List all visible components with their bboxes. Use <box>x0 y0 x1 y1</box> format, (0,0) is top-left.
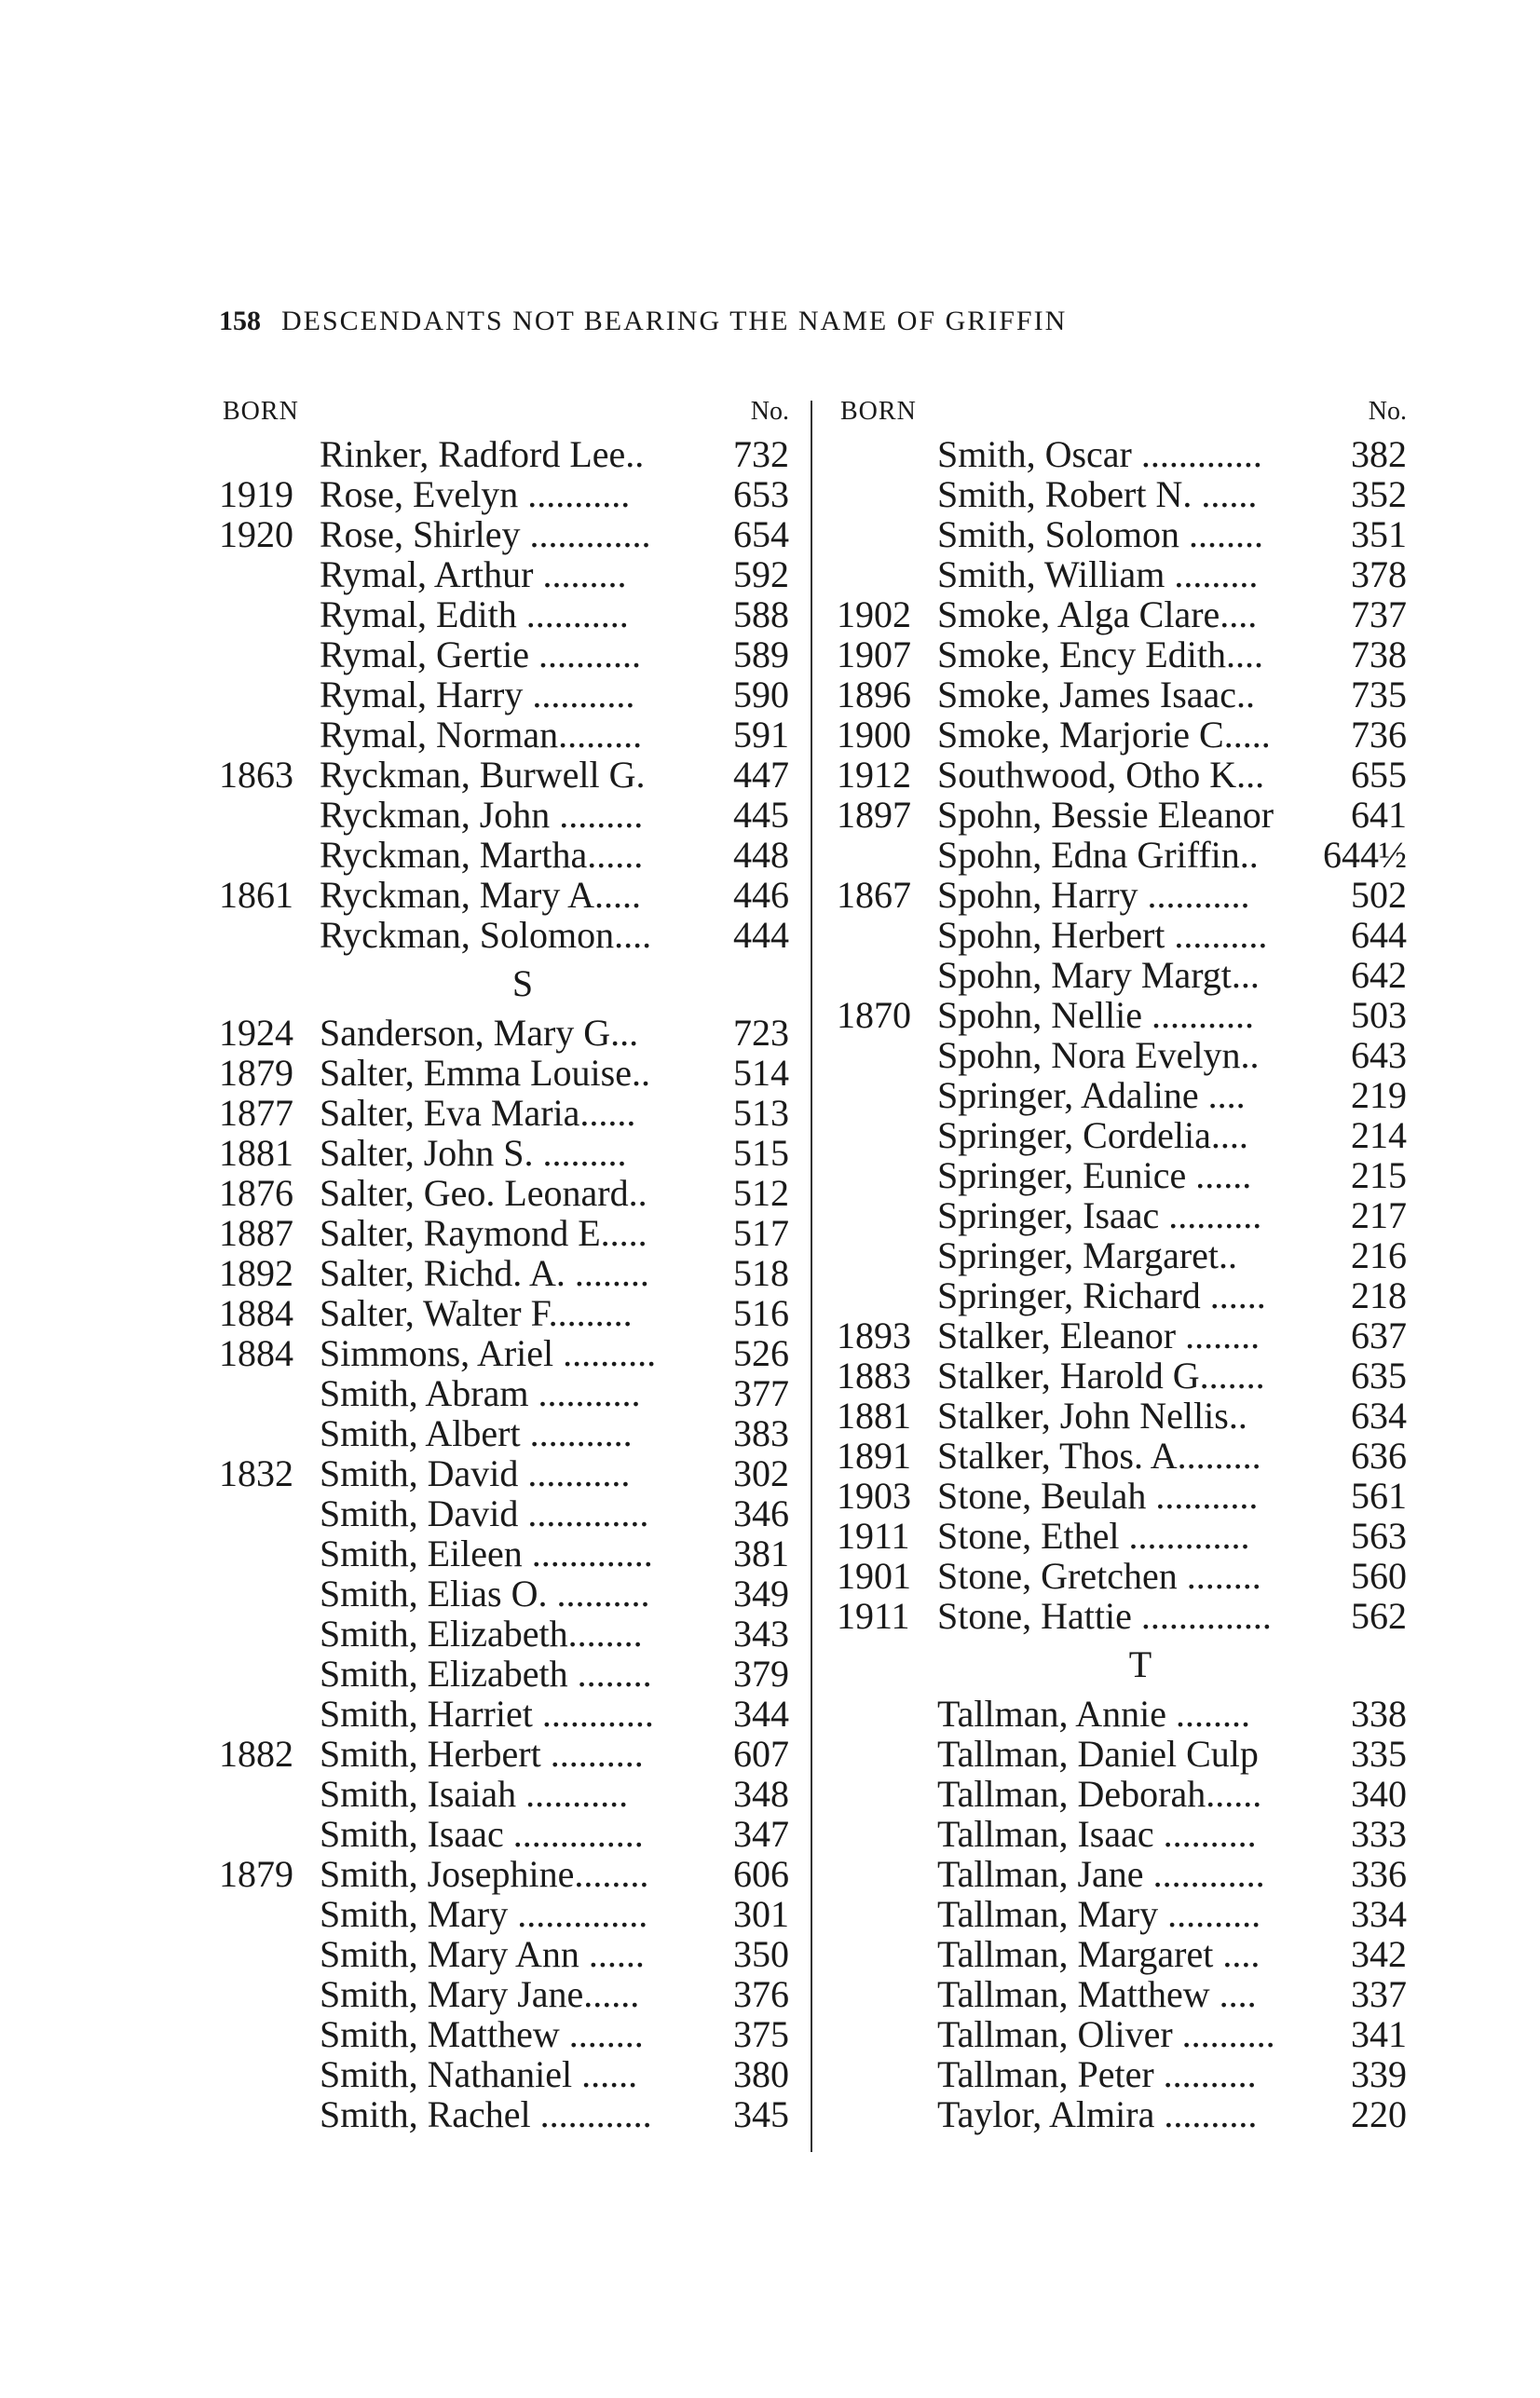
entry-number: 378 <box>1351 553 1407 595</box>
entry-number: 446 <box>733 874 789 916</box>
entry-number: 352 <box>1351 473 1407 515</box>
person-name: Springer, Adaline .... <box>937 1074 1246 1116</box>
entry-number: 220 <box>1351 2093 1407 2135</box>
entry-number: 445 <box>733 794 789 836</box>
person-name: Ryckman, Solomon.... <box>320 914 652 956</box>
index-entry <box>219 554 789 594</box>
index-entry <box>219 1614 789 1654</box>
person-name: Smoke, Ency Edith.... <box>937 634 1263 675</box>
person-name: Tallman, Daniel Culp <box>937 1733 1259 1775</box>
person-name: Rymal, Edith ........... <box>320 593 629 635</box>
index-entry <box>837 1075 1407 1115</box>
person-name: Tallman, Oliver .......... <box>937 2013 1275 2055</box>
birth-year: 1907 <box>837 634 911 675</box>
index-entry <box>837 514 1407 554</box>
person-name: Smith, Oscar ............. <box>937 433 1262 475</box>
index-entry <box>837 1195 1407 1235</box>
index-entry <box>219 514 789 554</box>
person-name: Smith, Rachel ............ <box>320 2093 652 2135</box>
person-name: Tallman, Deborah...... <box>937 1773 1262 1815</box>
entry-number: 644½ <box>1323 834 1407 876</box>
index-entry <box>219 1654 789 1694</box>
birth-year: 1887 <box>219 1212 293 1254</box>
entry-number: 512 <box>733 1172 789 1214</box>
entry-number: 338 <box>1351 1693 1407 1735</box>
index-entry <box>837 1315 1407 1356</box>
birth-year: 1900 <box>837 714 911 756</box>
entry-number: 448 <box>733 834 789 876</box>
index-entry <box>837 1854 1407 1894</box>
index-entry <box>219 1774 789 1814</box>
index-entry <box>219 1013 789 1053</box>
person-name: Springer, Margaret.. <box>937 1234 1238 1276</box>
entry-number: 641 <box>1351 794 1407 836</box>
person-name: Tallman, Isaac .......... <box>937 1813 1257 1855</box>
entry-number: 377 <box>733 1372 789 1414</box>
person-name: Tallman, Jane ............ <box>937 1853 1265 1895</box>
born-label: BORN <box>223 397 299 426</box>
person-name: Stone, Beulah ........... <box>937 1475 1259 1517</box>
index-entry <box>219 1854 789 1894</box>
person-name: Smith, Elizabeth ........ <box>320 1653 652 1695</box>
entry-number: 502 <box>1351 874 1407 916</box>
birth-year: 1884 <box>219 1332 293 1374</box>
index-entry <box>219 1453 789 1493</box>
entry-number: 348 <box>733 1773 789 1815</box>
person-name: Rymal, Gertie ........... <box>320 634 641 675</box>
person-name: Smith, Eileen ............. <box>320 1533 653 1574</box>
entry-number: 516 <box>733 1292 789 1334</box>
index-entry <box>219 1734 789 1774</box>
column-header <box>837 391 1407 434</box>
person-name: Ryckman, Burwell G. <box>320 754 646 796</box>
entry-number: 336 <box>1351 1853 1407 1895</box>
person-name: Stone, Ethel ............. <box>937 1515 1250 1557</box>
person-name: Spohn, Nora Evelyn.. <box>937 1034 1260 1076</box>
entry-number: 723 <box>733 1012 789 1054</box>
person-name: Ryckman, Mary A..... <box>320 874 642 916</box>
person-name: Springer, Eunice ...... <box>937 1154 1252 1196</box>
index-entry <box>837 594 1407 634</box>
person-name: Stone, Hattie .............. <box>937 1595 1272 1637</box>
entry-number: 514 <box>733 1052 789 1094</box>
entry-number: 380 <box>733 2053 789 2095</box>
person-name: Spohn, Nellie ........... <box>937 994 1254 1036</box>
entry-number: 339 <box>1351 2053 1407 2095</box>
entry-number: 562 <box>1351 1595 1407 1637</box>
index-entry <box>837 1774 1407 1814</box>
entry-number: 217 <box>1351 1194 1407 1236</box>
entry-number: 344 <box>733 1693 789 1735</box>
index-entry <box>837 2014 1407 2054</box>
index-entry <box>837 1436 1407 1476</box>
entry-number: 732 <box>733 433 789 475</box>
entry-number: 447 <box>733 754 789 796</box>
entry-number: 333 <box>1351 1813 1407 1855</box>
running-title: DESCENDANTS NOT BEARING THE NAME OF GRIFFIN <box>281 306 1068 336</box>
index-entry <box>837 1516 1407 1556</box>
index-entry <box>837 2094 1407 2134</box>
person-name: Smith, Elias O. .......... <box>320 1573 650 1615</box>
birth-year: 1903 <box>837 1475 911 1517</box>
entry-number: 350 <box>733 1933 789 1975</box>
born-label: BORN <box>840 397 917 426</box>
index-entry <box>837 875 1407 915</box>
person-name: Smith, Harriet ............ <box>320 1693 654 1735</box>
index-entry <box>219 1574 789 1614</box>
birth-year: 1924 <box>219 1012 293 1054</box>
index-entry <box>219 1053 789 1093</box>
person-name: Southwood, Otho K... <box>937 754 1265 796</box>
index-entry <box>837 995 1407 1035</box>
index-entry <box>837 1155 1407 1195</box>
index-entry <box>837 1275 1407 1315</box>
entry-number: 346 <box>733 1492 789 1534</box>
section-letter: T <box>1128 1643 1152 1685</box>
person-name: Spohn, Edna Griffin.. <box>937 834 1259 876</box>
column-divider <box>811 401 812 2152</box>
person-name: Smith, Matthew ........ <box>320 2013 644 2055</box>
entry-number: 589 <box>733 634 789 675</box>
person-name: Spohn, Herbert .......... <box>937 914 1268 956</box>
birth-year: 1919 <box>219 473 293 515</box>
person-name: Stalker, John Nellis.. <box>937 1395 1247 1437</box>
birth-year: 1912 <box>837 754 911 796</box>
birth-year: 1881 <box>219 1132 293 1174</box>
entry-number: 644 <box>1351 914 1407 956</box>
person-name: Rose, Shirley ............. <box>320 513 651 555</box>
entry-number: 634 <box>1351 1395 1407 1437</box>
entry-number: 214 <box>1351 1114 1407 1156</box>
person-name: Smith, Albert ........... <box>320 1412 633 1454</box>
birth-year: 1896 <box>837 674 911 715</box>
person-name: Smith, Elizabeth........ <box>320 1613 643 1655</box>
index-entry <box>837 474 1407 514</box>
entry-number: 334 <box>1351 1893 1407 1935</box>
entry-number: 337 <box>1351 1973 1407 2015</box>
entry-number: 375 <box>733 2013 789 2055</box>
entry-number: 654 <box>733 513 789 555</box>
column-header <box>219 391 789 434</box>
person-name: Smith, Robert N. ...... <box>937 473 1258 515</box>
entry-number: 607 <box>733 1733 789 1775</box>
index-entry <box>219 715 789 755</box>
no-label: No. <box>1368 397 1407 426</box>
birth-year: 1881 <box>837 1395 911 1437</box>
entry-number: 653 <box>733 473 789 515</box>
index-entry <box>219 2014 789 2054</box>
person-name: Salter, Eva Maria...... <box>320 1092 636 1134</box>
index-entry <box>219 1533 789 1574</box>
index-entry <box>837 1894 1407 1934</box>
person-name: Smoke, Marjorie C..... <box>937 714 1271 756</box>
birth-year: 1893 <box>837 1315 911 1356</box>
index-entry <box>219 1694 789 1734</box>
index-entry <box>219 2054 789 2094</box>
birth-year: 1870 <box>837 994 911 1036</box>
index-entry <box>837 755 1407 795</box>
person-name: Salter, Raymond E..... <box>320 1212 647 1254</box>
entry-number: 301 <box>733 1893 789 1935</box>
index-entry <box>219 674 789 715</box>
index-entry <box>219 1413 789 1453</box>
person-name: Smith, David ........... <box>320 1452 631 1494</box>
index-entry <box>219 434 789 474</box>
index-entry <box>837 1974 1407 2014</box>
index-entry <box>219 2094 789 2134</box>
page-header <box>219 306 1337 337</box>
entry-number: 736 <box>1351 714 1407 756</box>
birth-year: 1832 <box>219 1452 293 1494</box>
person-name: Smith, Nathaniel ...... <box>320 2053 638 2095</box>
index-entry <box>219 634 789 674</box>
index-entry <box>837 1694 1407 1734</box>
person-name: Smith, Mary Jane...... <box>320 1973 640 2015</box>
person-name: Smith, Mary Ann ...... <box>320 1933 645 1975</box>
birth-year: 1876 <box>219 1172 293 1214</box>
person-name: Tallman, Mary .......... <box>937 1893 1261 1935</box>
entry-number: 588 <box>733 593 789 635</box>
birth-year: 1863 <box>219 754 293 796</box>
person-name: Spohn, Mary Margt... <box>937 954 1260 996</box>
person-name: Rymal, Arthur ......... <box>320 553 627 595</box>
person-name: Stalker, Harold G....... <box>937 1355 1265 1397</box>
entry-number: 735 <box>1351 674 1407 715</box>
person-name: Smith, Isaiah ........... <box>320 1773 629 1815</box>
entry-number: 379 <box>733 1653 789 1695</box>
index-column-right <box>837 391 1407 2134</box>
index-entry <box>219 795 789 835</box>
birth-year: 1901 <box>837 1555 911 1597</box>
person-name: Tallman, Peter .......... <box>937 2053 1257 2095</box>
index-entry <box>837 2054 1407 2094</box>
birth-year: 1911 <box>837 1595 910 1637</box>
person-name: Salter, Walter F......... <box>320 1292 633 1334</box>
index-entry <box>837 1734 1407 1774</box>
person-name: Ryckman, Martha...... <box>320 834 644 876</box>
entry-number: 642 <box>1351 954 1407 996</box>
person-name: Spohn, Bessie Eleanor <box>937 794 1274 836</box>
person-name: Tallman, Annie ........ <box>937 1693 1251 1735</box>
birth-year: 1891 <box>837 1435 911 1477</box>
index-entry <box>837 955 1407 995</box>
index-entry <box>837 1356 1407 1396</box>
entry-number: 444 <box>733 914 789 956</box>
index-entry <box>219 755 789 795</box>
entry-number: 345 <box>733 2093 789 2135</box>
person-name: Smoke, Alga Clare.... <box>937 593 1258 635</box>
entry-number: 342 <box>1351 1933 1407 1975</box>
entry-number: 376 <box>733 1973 789 2015</box>
entry-number: 518 <box>733 1252 789 1294</box>
person-name: Springer, Isaac .......... <box>937 1194 1262 1236</box>
entry-number: 382 <box>1351 433 1407 475</box>
person-name: Smoke, James Isaac.. <box>937 674 1256 715</box>
index-entry <box>837 1596 1407 1636</box>
index-column-left <box>219 391 789 2134</box>
entry-number: 637 <box>1351 1315 1407 1356</box>
person-name: Smith, Herbert .......... <box>320 1733 644 1775</box>
entry-number: 219 <box>1351 1074 1407 1116</box>
person-name: Rymal, Harry ........... <box>320 674 635 715</box>
index-entry <box>219 1253 789 1293</box>
birth-year: 1867 <box>837 874 911 916</box>
index-entry <box>219 835 789 875</box>
birth-year: 1877 <box>219 1092 293 1134</box>
entry-number: 340 <box>1351 1773 1407 1815</box>
entry-number: 643 <box>1351 1034 1407 1076</box>
entry-number: 347 <box>733 1813 789 1855</box>
person-name: Smith, Isaac .............. <box>320 1813 644 1855</box>
index-entry <box>837 715 1407 755</box>
entry-number: 517 <box>733 1212 789 1254</box>
no-label: No. <box>750 397 789 426</box>
entry-number: 343 <box>733 1613 789 1655</box>
index-entry <box>219 1213 789 1253</box>
person-name: Smith, William ......... <box>937 553 1259 595</box>
person-name: Salter, Richd. A. ........ <box>320 1252 649 1294</box>
birth-year: 1897 <box>837 794 911 836</box>
entry-number: 341 <box>1351 2013 1407 2055</box>
index-entry <box>219 1894 789 1934</box>
entry-number: 526 <box>733 1332 789 1374</box>
entry-number: 563 <box>1351 1515 1407 1557</box>
entry-number: 636 <box>1351 1435 1407 1477</box>
person-name: Springer, Cordelia.... <box>937 1114 1248 1156</box>
index-entry <box>219 875 789 915</box>
birth-year: 1879 <box>219 1052 293 1094</box>
index-entry <box>837 1476 1407 1516</box>
person-name: Ryckman, John ......... <box>320 794 644 836</box>
entry-number: 302 <box>733 1452 789 1494</box>
person-name: Salter, John S. ......... <box>320 1132 627 1174</box>
section-letter: S <box>511 962 534 1004</box>
person-name: Springer, Richard ...... <box>937 1274 1266 1316</box>
entry-number: 591 <box>733 714 789 756</box>
index-entry <box>837 1556 1407 1596</box>
entry-number: 218 <box>1351 1274 1407 1316</box>
birth-year: 1882 <box>219 1733 293 1775</box>
entry-number: 590 <box>733 674 789 715</box>
person-name: Smith, Josephine........ <box>320 1853 649 1895</box>
person-name: Simmons, Ariel .......... <box>320 1332 657 1374</box>
entry-number: 606 <box>733 1853 789 1895</box>
index-entry <box>837 1934 1407 1974</box>
index-entry <box>219 1133 789 1173</box>
person-name: Smith, Mary .............. <box>320 1893 648 1935</box>
page-number: 158 <box>219 306 261 336</box>
index-entry <box>219 915 789 955</box>
index-entry <box>837 1035 1407 1075</box>
entry-number: 503 <box>1351 994 1407 1036</box>
index-entry <box>219 1493 789 1533</box>
person-name: Salter, Geo. Leonard.. <box>320 1172 647 1214</box>
person-name: Stone, Gretchen ........ <box>937 1555 1261 1597</box>
entry-number: 335 <box>1351 1733 1407 1775</box>
index-entry <box>837 1115 1407 1155</box>
index-entry <box>219 1093 789 1133</box>
person-name: Tallman, Matthew .... <box>937 1973 1257 2015</box>
birth-year: 1884 <box>219 1292 293 1334</box>
index-entry <box>837 835 1407 875</box>
birth-year: 1883 <box>837 1355 911 1397</box>
entry-number: 349 <box>733 1573 789 1615</box>
index-entry <box>219 1934 789 1974</box>
entry-number: 560 <box>1351 1555 1407 1597</box>
index-entry <box>837 674 1407 715</box>
index-entry <box>837 434 1407 474</box>
index-entry <box>837 1396 1407 1436</box>
person-name: Rose, Evelyn ........... <box>320 473 631 515</box>
birth-year: 1892 <box>219 1252 293 1294</box>
entry-number: 513 <box>733 1092 789 1134</box>
entry-number: 515 <box>733 1132 789 1174</box>
entry-number: 737 <box>1351 593 1407 635</box>
entry-number: 738 <box>1351 634 1407 675</box>
index-entry <box>219 1974 789 2014</box>
person-name: Rinker, Radford Lee.. <box>320 433 645 475</box>
birth-year: 1911 <box>837 1515 910 1557</box>
person-name: Stalker, Thos. A......... <box>937 1435 1261 1477</box>
person-name: Rymal, Norman......... <box>320 714 643 756</box>
index-entry <box>837 634 1407 674</box>
entry-number: 383 <box>733 1412 789 1454</box>
person-name: Taylor, Almira .......... <box>937 2093 1258 2135</box>
entry-number: 216 <box>1351 1234 1407 1276</box>
index-entry <box>219 1173 789 1213</box>
index-entry <box>837 1235 1407 1275</box>
index-entry <box>837 915 1407 955</box>
birth-year: 1920 <box>219 513 293 555</box>
index-entry <box>219 1293 789 1333</box>
entry-number: 381 <box>733 1533 789 1574</box>
person-name: Smith, Solomon ........ <box>937 513 1264 555</box>
person-name: Tallman, Margaret .... <box>937 1933 1261 1975</box>
birth-year: 1861 <box>219 874 293 916</box>
entry-number: 592 <box>733 553 789 595</box>
entry-number: 635 <box>1351 1355 1407 1397</box>
index-entry <box>219 1814 789 1854</box>
index-entry <box>219 1333 789 1373</box>
index-entry <box>219 594 789 634</box>
entry-number: 561 <box>1351 1475 1407 1517</box>
person-name: Smith, Abram ........... <box>320 1372 641 1414</box>
index-entry <box>837 554 1407 594</box>
person-name: Stalker, Eleanor ........ <box>937 1315 1261 1356</box>
entry-number: 215 <box>1351 1154 1407 1196</box>
person-name: Spohn, Harry ........... <box>937 874 1250 916</box>
index-entry <box>219 474 789 514</box>
entry-number: 351 <box>1351 513 1407 555</box>
index-entry <box>837 1814 1407 1854</box>
person-name: Sanderson, Mary G... <box>320 1012 639 1054</box>
index-entry <box>219 1373 789 1413</box>
birth-year: 1879 <box>219 1853 293 1895</box>
index-entry <box>837 795 1407 835</box>
birth-year: 1902 <box>837 593 911 635</box>
entry-number: 655 <box>1351 754 1407 796</box>
person-name: Smith, David ............. <box>320 1492 649 1534</box>
person-name: Salter, Emma Louise.. <box>320 1052 650 1094</box>
